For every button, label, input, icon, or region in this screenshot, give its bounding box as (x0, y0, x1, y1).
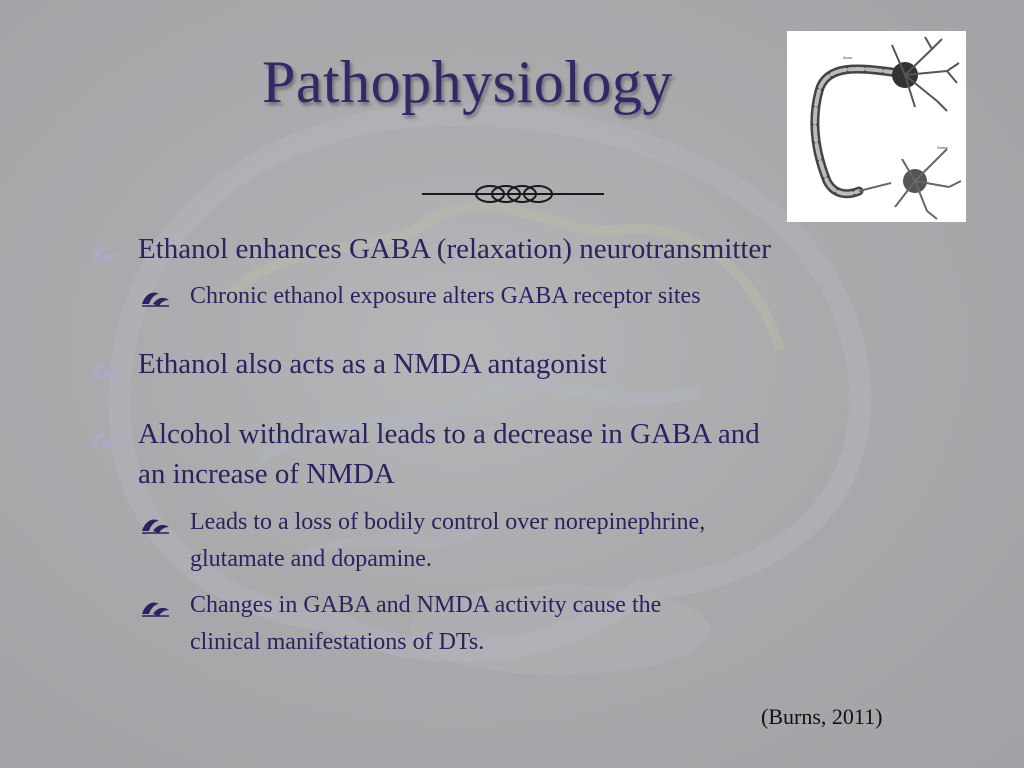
svg-text:Axon: Axon (843, 55, 853, 60)
sub-bullet-text-line: glutamate and dopamine. (190, 546, 432, 572)
leaf-bullet-icon (139, 513, 173, 537)
leaf-bullet-icon (139, 596, 173, 620)
bullet-text-line: Alcohol withdrawal leads to a decrease in GABA and (138, 418, 760, 450)
slide-title: Pathophysiology (262, 49, 673, 115)
sub-bullet-text-line: Changes in GABA and NMDA activity cause the (190, 592, 662, 618)
sub-bullet-text: Chronic ethanol exposure alters GABA receptor sites (190, 283, 701, 309)
leaf-bullet-icon (88, 426, 122, 450)
leaf-bullet-icon (139, 286, 173, 310)
leaf-bullet-icon (88, 241, 122, 265)
bullet-text: Ethanol enhances GABA (relaxation) neurotransmitter (138, 233, 771, 265)
bullet-text: Ethanol also acts as a NMDA antagonist (138, 348, 607, 380)
sub-bullet-text-line: Leads to a loss of bodily control over norepinephrine, (190, 509, 706, 535)
citation: (Burns, 2011) (761, 704, 883, 729)
sub-bullet-text-line: clinical manifestations of DTs. (190, 629, 485, 655)
svg-text:Soma: Soma (937, 145, 948, 150)
leaf-bullet-icon (88, 357, 122, 381)
bullet-text-line: an increase of NMDA (138, 458, 395, 490)
